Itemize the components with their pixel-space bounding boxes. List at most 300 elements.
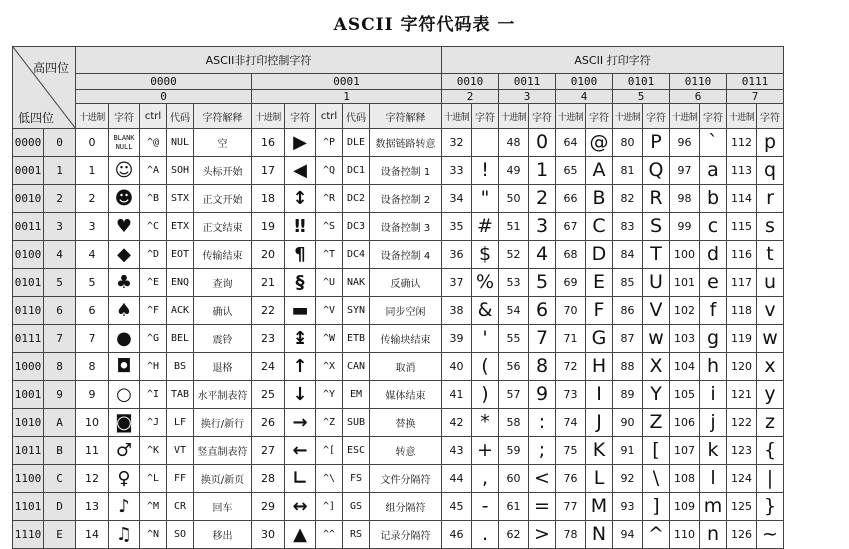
char-cell: \ — [643, 465, 670, 493]
subheader-decimal: 十进制 — [556, 104, 586, 129]
low-bits-cell: 1110 — [13, 521, 44, 549]
desc-cell: 移出 — [194, 521, 252, 549]
char-cell: → — [285, 409, 316, 437]
decimal-cell: 30 — [252, 521, 285, 549]
char-cell: | — [757, 465, 784, 493]
char-cell: ¶ — [285, 241, 316, 269]
ascii-table-container — [12, 46, 784, 549]
code-cell: EOT — [167, 241, 194, 269]
code-cell: VT — [167, 437, 194, 465]
decimal-cell: 32 — [442, 129, 472, 157]
char-cell: 5 — [529, 269, 556, 297]
subheader-char: 字符 — [586, 104, 613, 129]
table-row — [13, 157, 784, 185]
decimal-cell: 92 — [613, 465, 643, 493]
decimal-cell: 104 — [670, 353, 700, 381]
decimal-cell: 9 — [76, 381, 109, 409]
char-cell: - — [472, 493, 499, 521]
ctrl-cell: ^A — [140, 157, 167, 185]
ctrl-cell: ^X — [316, 353, 343, 381]
decimal-cell: 62 — [499, 521, 529, 549]
ctrl-cell: ^\ — [316, 465, 343, 493]
low-hex-cell: 0 — [44, 129, 76, 157]
char-cell: L — [586, 465, 613, 493]
high-bits-0000: 0000 — [76, 74, 252, 90]
decimal-cell: 76 — [556, 465, 586, 493]
code-cell: ESC — [343, 437, 370, 465]
decimal-cell: 123 — [727, 437, 757, 465]
char-cell: ☺ — [109, 157, 140, 185]
desc-cell: 查询 — [194, 269, 252, 297]
subheader-desc: 字符解释 — [194, 104, 252, 129]
desc-cell: 退格 — [194, 353, 252, 381]
decimal-cell: 82 — [613, 185, 643, 213]
low-hex-cell: 8 — [44, 353, 76, 381]
char-cell: ♠ — [109, 297, 140, 325]
subheader-ctrl: ctrl — [140, 104, 167, 129]
decimal-cell: 90 — [613, 409, 643, 437]
decimal-cell: 45 — [442, 493, 472, 521]
desc-cell: 竖直制表符 — [194, 437, 252, 465]
decimal-cell: 3 — [76, 213, 109, 241]
subheader-decimal: 十进制 — [499, 104, 529, 129]
desc-cell: 头标开始 — [194, 157, 252, 185]
char-cell: ← — [285, 437, 316, 465]
char-cell: ☻ — [109, 185, 140, 213]
decimal-cell: 78 — [556, 521, 586, 549]
char-cell: ` — [700, 129, 727, 157]
decimal-cell: 108 — [670, 465, 700, 493]
char-cell: d — [700, 241, 727, 269]
decimal-cell: 67 — [556, 213, 586, 241]
ctrl-cell: ^[ — [316, 437, 343, 465]
subheader-ctrl: ctrl — [316, 104, 343, 129]
decimal-cell: 12 — [76, 465, 109, 493]
decimal-cell: 56 — [499, 353, 529, 381]
high-hex-3: 3 — [499, 90, 556, 104]
low-bits-cell: 0100 — [13, 241, 44, 269]
ctrl-cell: ^] — [316, 493, 343, 521]
decimal-cell: 105 — [670, 381, 700, 409]
char-cell: b — [700, 185, 727, 213]
decimal-cell: 125 — [727, 493, 757, 521]
code-cell: GS — [343, 493, 370, 521]
char-cell: v — [757, 297, 784, 325]
low-bits-cell: 0001 — [13, 157, 44, 185]
decimal-cell: 99 — [670, 213, 700, 241]
decimal-cell: 89 — [613, 381, 643, 409]
char-cell: G — [586, 325, 613, 353]
decimal-cell: 20 — [252, 241, 285, 269]
code-cell: SUB — [343, 409, 370, 437]
code-cell: STX — [167, 185, 194, 213]
decimal-cell: 4 — [76, 241, 109, 269]
char-cell: ‼ — [285, 213, 316, 241]
char-cell: ▬ — [285, 297, 316, 325]
char-cell: i — [700, 381, 727, 409]
decimal-cell: 13 — [76, 493, 109, 521]
desc-cell: 设备控制 1 — [370, 157, 442, 185]
low-bits-cell: 0000 — [13, 129, 44, 157]
code-cell: TAB — [167, 381, 194, 409]
code-cell: ACK — [167, 297, 194, 325]
char-cell: K — [586, 437, 613, 465]
char-cell: ◘ — [109, 353, 140, 381]
char-cell: ↨ — [285, 325, 316, 353]
decimal-cell: 28 — [252, 465, 285, 493]
ctrl-cell: ^Y — [316, 381, 343, 409]
char-cell: D — [586, 241, 613, 269]
desc-cell: 确认 — [194, 297, 252, 325]
char-cell: u — [757, 269, 784, 297]
low-hex-cell: B — [44, 437, 76, 465]
high-bits-0111: 0111 — [727, 74, 784, 90]
char-cell: 8 — [529, 353, 556, 381]
char-cell: ○ — [109, 381, 140, 409]
ctrl-cell: ^P — [316, 129, 343, 157]
code-cell: BEL — [167, 325, 194, 353]
char-cell: t — [757, 241, 784, 269]
code-cell: DC4 — [343, 241, 370, 269]
char-cell: $ — [472, 241, 499, 269]
code-cell: ETX — [167, 213, 194, 241]
decimal-cell: 40 — [442, 353, 472, 381]
desc-cell: 回车 — [194, 493, 252, 521]
char-cell: ; — [529, 437, 556, 465]
decimal-cell: 126 — [727, 521, 757, 549]
decimal-cell: 107 — [670, 437, 700, 465]
decimal-cell: 10 — [76, 409, 109, 437]
low-bits-cell: 0101 — [13, 269, 44, 297]
table-row — [13, 409, 784, 437]
char-cell: V — [643, 297, 670, 325]
decimal-cell: 102 — [670, 297, 700, 325]
decimal-cell: 72 — [556, 353, 586, 381]
char-cell: h — [700, 353, 727, 381]
desc-cell: 设备控制 3 — [370, 213, 442, 241]
ctrl-cell: ^D — [140, 241, 167, 269]
code-cell: SYN — [343, 297, 370, 325]
decimal-cell: 114 — [727, 185, 757, 213]
desc-cell: 设备控制 2 — [370, 185, 442, 213]
char-cell: : — [529, 409, 556, 437]
char-cell: ( — [472, 353, 499, 381]
char-cell: ◀ — [285, 157, 316, 185]
ctrl-cell: ^S — [316, 213, 343, 241]
decimal-cell: 27 — [252, 437, 285, 465]
decimal-cell: 29 — [252, 493, 285, 521]
decimal-cell: 55 — [499, 325, 529, 353]
group-header-printable: ASCII 打印字符 — [442, 47, 784, 74]
desc-cell: 传输结束 — [194, 241, 252, 269]
table-row — [13, 465, 784, 493]
decimal-cell: 100 — [670, 241, 700, 269]
ctrl-cell: ^Z — [316, 409, 343, 437]
char-cell: r — [757, 185, 784, 213]
decimal-cell: 16 — [252, 129, 285, 157]
decimal-cell: 35 — [442, 213, 472, 241]
subheader-char: 字符 — [472, 104, 499, 129]
decimal-cell: 84 — [613, 241, 643, 269]
code-cell: FS — [343, 465, 370, 493]
decimal-cell: 98 — [670, 185, 700, 213]
char-cell: e — [700, 269, 727, 297]
char-cell: R — [643, 185, 670, 213]
decimal-cell: 91 — [613, 437, 643, 465]
subheader-decimal: 十进制 — [442, 104, 472, 129]
char-cell: 7 — [529, 325, 556, 353]
decimal-cell: 103 — [670, 325, 700, 353]
ctrl-cell: ^V — [316, 297, 343, 325]
ctrl-cell: ^U — [316, 269, 343, 297]
char-cell: N — [586, 521, 613, 549]
ctrl-cell: ^L — [140, 465, 167, 493]
decimal-cell: 118 — [727, 297, 757, 325]
high-hex-5: 5 — [613, 90, 670, 104]
ctrl-cell: ^K — [140, 437, 167, 465]
desc-cell: 反确认 — [370, 269, 442, 297]
desc-cell: 组分隔符 — [370, 493, 442, 521]
char-cell: " — [472, 185, 499, 213]
high-bits-0010: 0010 — [442, 74, 499, 90]
desc-cell: 替换 — [370, 409, 442, 437]
decimal-cell: 43 — [442, 437, 472, 465]
subheader-char: 字符 — [285, 104, 316, 129]
subheader-code: 代码 — [167, 104, 194, 129]
subheader-decimal: 十进制 — [727, 104, 757, 129]
low-bits-cell: 1011 — [13, 437, 44, 465]
char-cell: 1 — [529, 157, 556, 185]
char-cell: k — [700, 437, 727, 465]
char-cell: ♂ — [109, 437, 140, 465]
char-cell: y — [757, 381, 784, 409]
decimal-cell: 60 — [499, 465, 529, 493]
decimal-cell: 71 — [556, 325, 586, 353]
subheader-char: 字符 — [700, 104, 727, 129]
decimal-cell: 73 — [556, 381, 586, 409]
decimal-cell: 96 — [670, 129, 700, 157]
low-hex-cell: 2 — [44, 185, 76, 213]
decimal-cell: 14 — [76, 521, 109, 549]
char-cell: X — [643, 353, 670, 381]
code-cell: DLE — [343, 129, 370, 157]
decimal-cell: 116 — [727, 241, 757, 269]
decimal-cell: 11 — [76, 437, 109, 465]
table-row — [13, 129, 784, 157]
char-cell: q — [757, 157, 784, 185]
char-cell: c — [700, 213, 727, 241]
low-hex-cell: C — [44, 465, 76, 493]
code-cell: SO — [167, 521, 194, 549]
char-cell: p — [757, 129, 784, 157]
desc-cell: 转意 — [370, 437, 442, 465]
code-cell: SOH — [167, 157, 194, 185]
table-row — [13, 521, 784, 549]
decimal-cell: 64 — [556, 129, 586, 157]
subheader-decimal: 十进制 — [76, 104, 109, 129]
low-hex-cell: E — [44, 521, 76, 549]
char-cell: I — [586, 381, 613, 409]
ctrl-cell: ^T — [316, 241, 343, 269]
desc-cell: 媒体结束 — [370, 381, 442, 409]
low-hex-cell: 7 — [44, 325, 76, 353]
char-cell: f — [700, 297, 727, 325]
char-cell: ~ — [757, 521, 784, 549]
table-row — [13, 353, 784, 381]
char-cell: [ — [643, 437, 670, 465]
code-cell: LF — [167, 409, 194, 437]
subheader-decimal: 十进制 — [613, 104, 643, 129]
ctrl-cell: ^J — [140, 409, 167, 437]
desc-cell: 震铃 — [194, 325, 252, 353]
char-cell: ↓ — [285, 381, 316, 409]
low-bits-cell: 1001 — [13, 381, 44, 409]
code-cell: DC3 — [343, 213, 370, 241]
decimal-cell: 21 — [252, 269, 285, 297]
table-row — [13, 185, 784, 213]
low-bits-cell: 0010 — [13, 185, 44, 213]
decimal-cell: 93 — [613, 493, 643, 521]
low-bits-cell: 1101 — [13, 493, 44, 521]
char-cell: z — [757, 409, 784, 437]
char-cell: 2 — [529, 185, 556, 213]
decimal-cell: 113 — [727, 157, 757, 185]
char-cell: g — [700, 325, 727, 353]
decimal-cell: 37 — [442, 269, 472, 297]
decimal-cell: 50 — [499, 185, 529, 213]
char-cell: P — [643, 129, 670, 157]
char-cell: U — [643, 269, 670, 297]
ctrl-cell: ^N — [140, 521, 167, 549]
decimal-cell: 94 — [613, 521, 643, 549]
table-row — [13, 241, 784, 269]
ctrl-cell: ^G — [140, 325, 167, 353]
char-cell: Z — [643, 409, 670, 437]
decimal-cell: 119 — [727, 325, 757, 353]
decimal-cell: 54 — [499, 297, 529, 325]
char-cell: ▶ — [285, 129, 316, 157]
char-cell: ↔ — [285, 493, 316, 521]
high-bits-label: 高四位 — [32, 61, 69, 75]
char-cell: ∟ — [285, 465, 316, 493]
decimal-cell: 5 — [76, 269, 109, 297]
low-hex-cell: 9 — [44, 381, 76, 409]
char-cell: ' — [472, 325, 499, 353]
decimal-cell: 124 — [727, 465, 757, 493]
decimal-cell: 57 — [499, 381, 529, 409]
decimal-cell: 83 — [613, 213, 643, 241]
char-cell: ● — [109, 325, 140, 353]
table-row — [13, 213, 784, 241]
char-cell: M — [586, 493, 613, 521]
decimal-cell: 110 — [670, 521, 700, 549]
decimal-cell: 42 — [442, 409, 472, 437]
char-cell: , — [472, 465, 499, 493]
desc-cell: 传输块结束 — [370, 325, 442, 353]
char-cell: ♣ — [109, 269, 140, 297]
decimal-cell: 61 — [499, 493, 529, 521]
char-cell: ♪ — [109, 493, 140, 521]
decimal-cell: 53 — [499, 269, 529, 297]
decimal-cell: 112 — [727, 129, 757, 157]
decimal-cell: 115 — [727, 213, 757, 241]
decimal-cell: 46 — [442, 521, 472, 549]
table-row — [13, 437, 784, 465]
decimal-cell: 44 — [442, 465, 472, 493]
high-hex-0: 0 — [76, 90, 252, 104]
decimal-cell: 58 — [499, 409, 529, 437]
char-cell: 3 — [529, 213, 556, 241]
decimal-cell: 80 — [613, 129, 643, 157]
decimal-cell: 25 — [252, 381, 285, 409]
decimal-cell: 69 — [556, 269, 586, 297]
low-hex-cell: D — [44, 493, 76, 521]
char-cell: F — [586, 297, 613, 325]
code-cell: CAN — [343, 353, 370, 381]
low-hex-cell: 1 — [44, 157, 76, 185]
char-cell: ▲ — [285, 521, 316, 549]
decimal-cell: 48 — [499, 129, 529, 157]
decimal-cell: 0 — [76, 129, 109, 157]
decimal-cell: 59 — [499, 437, 529, 465]
high-hex-4: 4 — [556, 90, 613, 104]
decimal-cell: 120 — [727, 353, 757, 381]
char-cell: ♥ — [109, 213, 140, 241]
char-cell: w — [757, 325, 784, 353]
low-hex-cell: 6 — [44, 297, 76, 325]
code-cell: DC2 — [343, 185, 370, 213]
ctrl-cell: ^E — [140, 269, 167, 297]
code-cell: RS — [343, 521, 370, 549]
char-cell: # — [472, 213, 499, 241]
decimal-cell: 41 — [442, 381, 472, 409]
char-cell — [472, 129, 499, 157]
ctrl-cell: ^H — [140, 353, 167, 381]
page-title: ASCII 字符代码表 一 — [333, 15, 516, 35]
table-row — [13, 269, 784, 297]
low-hex-cell: 5 — [44, 269, 76, 297]
char-cell: { — [757, 437, 784, 465]
table-row — [13, 297, 784, 325]
subheader-decimal: 十进制 — [252, 104, 285, 129]
char-cell: ^ — [643, 521, 670, 549]
char-cell: ◙ — [109, 409, 140, 437]
decimal-cell: 122 — [727, 409, 757, 437]
ctrl-cell: ^R — [316, 185, 343, 213]
char-cell: * — [472, 409, 499, 437]
low-bits-cell: 0011 — [13, 213, 44, 241]
ctrl-cell: ^@ — [140, 129, 167, 157]
code-cell: NAK — [343, 269, 370, 297]
char-cell: n — [700, 521, 727, 549]
char-cell: 6 — [529, 297, 556, 325]
char-cell: S — [643, 213, 670, 241]
table-row — [13, 381, 784, 409]
decimal-cell: 23 — [252, 325, 285, 353]
decimal-cell: 39 — [442, 325, 472, 353]
subheader-char: 字符 — [757, 104, 784, 129]
char-cell: Y — [643, 381, 670, 409]
char-cell: j — [700, 409, 727, 437]
subheader-code: 代码 — [343, 104, 370, 129]
decimal-cell: 51 — [499, 213, 529, 241]
desc-cell: 正文开始 — [194, 185, 252, 213]
decimal-cell: 33 — [442, 157, 472, 185]
desc-cell: 取消 — [370, 353, 442, 381]
code-cell: CR — [167, 493, 194, 521]
low-bits-cell: 0110 — [13, 297, 44, 325]
ctrl-cell: ^C — [140, 213, 167, 241]
